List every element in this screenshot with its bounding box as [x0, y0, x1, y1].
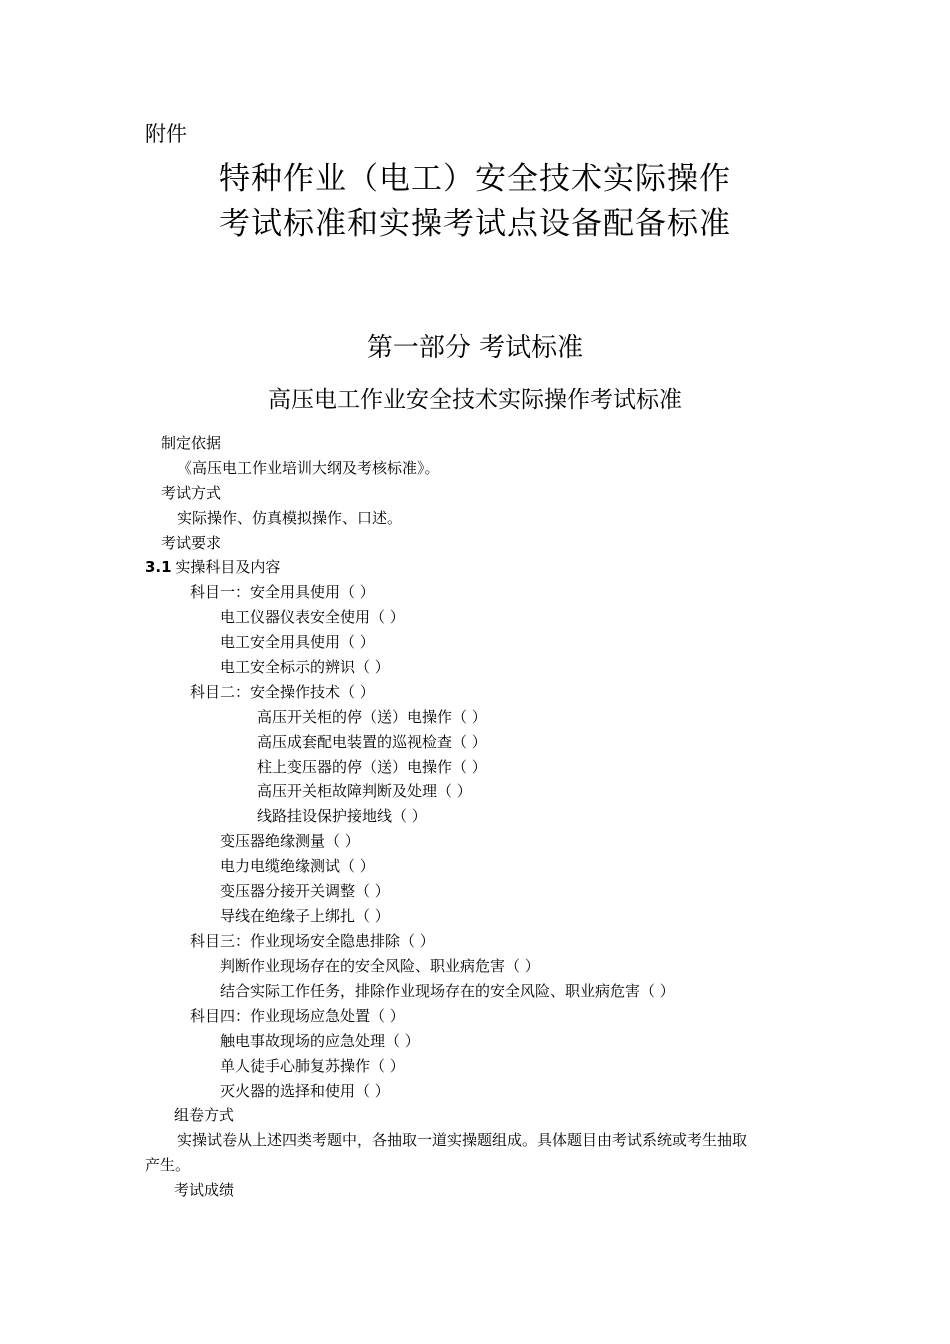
subject-item: 高压开关柜的停（送）电操作（ ）	[257, 708, 487, 726]
subject-item: 单人徒手心肺复苏操作（ ）	[220, 1057, 405, 1075]
subject-item: 判断作业现场存在的安全风险、职业病危害（ ）	[220, 957, 540, 975]
attachment-label: 附件	[145, 122, 187, 146]
subject-item: 结合实际工作任务，排除作业现场存在的安全风险、职业病危害（ ）	[220, 982, 675, 1000]
subject-item: 电工仪器仪表安全使用（ ）	[220, 608, 405, 626]
subject-item: 高压成套配电装置的巡视检查（ ）	[257, 733, 487, 751]
part-title: 第一部分 考试标准	[366, 333, 584, 363]
assembly-text-line2: 产生。	[145, 1156, 191, 1174]
section-3-1	[145, 556, 280, 577]
subject-item: 导线在绝缘子上绑扎（ ）	[220, 907, 390, 925]
subject-item: 高压开关柜故障判断及处理（ ）	[257, 782, 472, 800]
subject-item: 电力电缆绝缘测试（ ）	[220, 857, 375, 875]
subject-item: 科目三：作业现场安全隐患排除（ ）	[190, 932, 435, 950]
requirements-heading: 考试要求	[161, 534, 222, 552]
subject-item: 柱上变压器的停（送）电操作（ ）	[257, 758, 487, 776]
section-number: 3.1	[145, 558, 172, 576]
assembly-text-line1: 实操试卷从上述四类考题中，各抽取一道实操题组成。具体题目由考试系统或考生抽取	[177, 1131, 748, 1149]
subject-item: 变压器分接开关调整（ ）	[220, 882, 390, 900]
section-subtitle: 高压电工作业安全技术实际操作考试标准	[268, 387, 682, 413]
subject-item: 线路挂设保护接地线（ ）	[257, 807, 427, 825]
assembly-heading: 组卷方式	[174, 1106, 235, 1124]
basis-text: 《高压电工作业培训大纲及考核标准》。	[177, 459, 440, 477]
score-heading: 考试成绩	[174, 1181, 235, 1199]
section-title: 实操科目及内容	[175, 558, 281, 576]
subject-item: 触电事故现场的应急处理（ ）	[220, 1032, 420, 1050]
subject-item: 科目二：安全操作技术（ ）	[190, 683, 375, 701]
method-heading: 考试方式	[161, 484, 222, 502]
subject-item: 电工安全标示的辨识（ ）	[220, 658, 390, 676]
document-title-line2: 考试标准和实操考试点设备配备标准	[219, 206, 731, 242]
subject-item: 科目四：作业现场应急处置（ ）	[190, 1007, 405, 1025]
method-text: 实际操作、仿真模拟操作、口述。	[177, 509, 403, 527]
subject-item: 变压器绝缘测量（ ）	[220, 832, 360, 850]
basis-heading: 制定依据	[161, 434, 222, 452]
subject-item: 灭火器的选择和使用（ ）	[220, 1082, 390, 1100]
subject-item: 科目一：安全用具使用（ ）	[190, 583, 375, 601]
document-title-line1: 特种作业（电工）安全技术实际操作	[219, 161, 731, 197]
subject-item: 电工安全用具使用（ ）	[220, 633, 375, 651]
